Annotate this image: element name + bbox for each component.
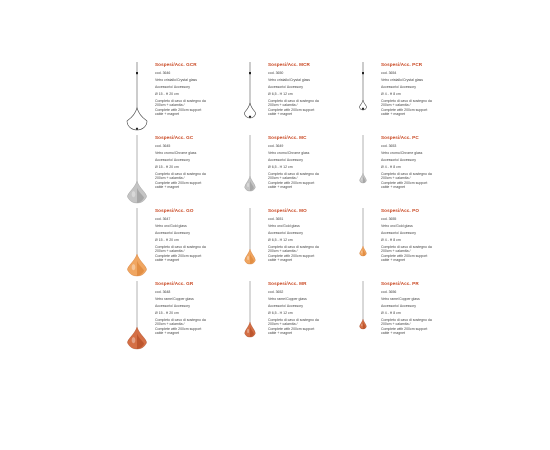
product-description-line: cable + magnet bbox=[268, 185, 293, 190]
product-accessory: Accessorio/ Accessory bbox=[381, 157, 417, 162]
product-card bbox=[350, 281, 512, 355]
product-info bbox=[381, 62, 511, 117]
product-description-line: 200cm + calamita / bbox=[268, 322, 298, 327]
pendant-lamp-icon bbox=[237, 281, 263, 355]
product-info bbox=[381, 281, 511, 336]
product-accessory: Accessorio/ Accessory bbox=[155, 303, 191, 308]
product-description-line: cable + magnet bbox=[268, 258, 293, 263]
product-size: Ø 15 - H 20 cm bbox=[155, 164, 179, 169]
product-description-line: cable + magnet bbox=[155, 331, 180, 336]
product-description-line: Completo di cavo di sostegno da bbox=[268, 317, 319, 322]
product-title: Sospesi/Acc. MO bbox=[268, 208, 307, 213]
product-glass: Vetro rame/Copper glass bbox=[268, 296, 307, 301]
product-accessory: Accessorio/ Accessory bbox=[268, 303, 304, 308]
product-description-line: cable + magnet bbox=[381, 185, 406, 190]
product-glass: Vetro cromo/Chrome glass bbox=[268, 150, 310, 155]
product-code: cod. 3654 bbox=[381, 70, 397, 75]
product-card bbox=[350, 208, 512, 282]
pendant-lamp-icon bbox=[237, 62, 263, 136]
product-description-line: cable + magnet bbox=[381, 258, 406, 263]
product-code: cod. 3655 bbox=[381, 216, 397, 221]
pendant-lamp-icon bbox=[124, 62, 150, 136]
product-description-line: Complete with 200cm support bbox=[155, 180, 202, 185]
product-description-line: Completo di cavo di sostegno da bbox=[155, 244, 206, 249]
product-code: cod. 3651 bbox=[268, 216, 284, 221]
product-description-line: Completo di cavo di sostegno da bbox=[155, 98, 206, 103]
product-description bbox=[381, 172, 511, 190]
product-size: Ø 4 - H 8 cm bbox=[381, 91, 401, 96]
product-description-line: 200cm + calamita / bbox=[268, 103, 298, 108]
product-glass: Vetro oro/Gold glass bbox=[155, 223, 187, 228]
pendant-lamp-icon bbox=[124, 281, 150, 355]
product-description-line: Completo di cavo di sostegno da bbox=[381, 244, 432, 249]
product-glass: Vetro cromo/Chrome glass bbox=[155, 150, 197, 155]
product-description-line: 200cm + calamita / bbox=[155, 249, 185, 254]
product-description-line: Completo di cavo di sostegno da bbox=[268, 244, 319, 249]
product-title: Sospesi/Acc. PCR bbox=[381, 62, 423, 67]
product-title: Sospesi/Acc. PC bbox=[381, 135, 419, 140]
product-description bbox=[381, 245, 511, 263]
product-accessory: Accessorio/ Accessory bbox=[155, 84, 191, 89]
product-title: Sospesi/Acc. PR bbox=[381, 281, 419, 286]
pendant-lamp-icon bbox=[237, 208, 263, 282]
product-description bbox=[381, 99, 511, 117]
product-title: Sospesi/Acc. PO bbox=[381, 208, 420, 213]
product-description-line: Complete with 200cm support bbox=[268, 180, 315, 185]
product-description-line: 200cm + calamita / bbox=[155, 103, 185, 108]
product-description-line: 200cm + calamita / bbox=[381, 176, 411, 181]
product-description-line: cable + magnet bbox=[381, 331, 406, 336]
product-description-line: cable + magnet bbox=[155, 258, 180, 263]
product-description-line: 200cm + calamita / bbox=[381, 249, 411, 254]
product-size: Ø 6,5 - H 12 cm bbox=[268, 237, 293, 242]
product-size: Ø 15 - H 20 cm bbox=[155, 310, 179, 315]
product-glass: Vetro oro/Gold glass bbox=[381, 223, 413, 228]
pendant-lamp-icon bbox=[237, 135, 263, 209]
product-code: cod. 3648 bbox=[155, 289, 171, 294]
product-description-line: 200cm + calamita / bbox=[155, 322, 185, 327]
product-description-line: 200cm + calamita / bbox=[155, 176, 185, 181]
product-description-line: 200cm + calamita / bbox=[381, 103, 411, 108]
product-description-line: Completo di cavo di sostegno da bbox=[381, 98, 432, 103]
product-glass: Vetro oro/Gold glass bbox=[268, 223, 300, 228]
product-description-line: Complete with 200cm support bbox=[268, 326, 315, 331]
pendant-lamp-icon bbox=[350, 62, 376, 136]
product-code: cod. 3653 bbox=[381, 143, 397, 148]
product-accessory: Accessorio/ Accessory bbox=[381, 303, 417, 308]
pendant-lamp-icon bbox=[124, 135, 150, 209]
product-code: cod. 3645 bbox=[155, 143, 171, 148]
product-size: Ø 6,5 - H 12 cm bbox=[268, 164, 293, 169]
product-accessory: Accessorio/ Accessory bbox=[268, 230, 304, 235]
product-title: Sospesi/Acc. GC bbox=[155, 135, 194, 140]
product-code: cod. 3649 bbox=[268, 143, 284, 148]
product-accessory: Accessorio/ Accessory bbox=[155, 230, 191, 235]
product-accessory: Accessorio/ Accessory bbox=[268, 157, 304, 162]
product-glass: Vetro cristallo/Crystal glass bbox=[268, 77, 311, 82]
product-accessory: Accessorio/ Accessory bbox=[381, 84, 417, 89]
product-description-line: cable + magnet bbox=[268, 112, 293, 117]
product-size: Ø 4 - H 8 cm bbox=[381, 164, 401, 169]
product-card bbox=[350, 62, 512, 136]
product-size: Ø 15 - H 20 cm bbox=[155, 91, 179, 96]
product-size: Ø 4 - H 8 cm bbox=[381, 237, 401, 242]
product-title: Sospesi/Acc. GR bbox=[155, 281, 194, 286]
product-description bbox=[381, 318, 511, 336]
product-description-line: Complete with 200cm support bbox=[155, 253, 202, 258]
product-description-line: Completo di cavo di sostegno da bbox=[155, 317, 206, 322]
product-card bbox=[350, 135, 512, 209]
product-title: Sospesi/Acc. GO bbox=[155, 208, 194, 213]
product-title: Sospesi/Acc. GCR bbox=[155, 62, 197, 67]
product-accessory: Accessorio/ Accessory bbox=[268, 84, 304, 89]
product-description-line: Complete with 200cm support bbox=[381, 107, 428, 112]
product-glass: Vetro rame/Copper glass bbox=[155, 296, 194, 301]
product-description-line: Completo di cavo di sostegno da bbox=[155, 171, 206, 176]
product-description-line: Complete with 200cm support bbox=[155, 107, 202, 112]
product-description-line: Complete with 200cm support bbox=[155, 326, 202, 331]
product-code: cod. 3646 bbox=[155, 70, 171, 75]
product-accessory: Accessorio/ Accessory bbox=[155, 157, 191, 162]
pendant-lamp-icon bbox=[350, 281, 376, 355]
product-glass: Vetro cromo/Chrome glass bbox=[381, 150, 423, 155]
product-description-line: Completo di cavo di sostegno da bbox=[381, 317, 432, 322]
product-accessory: Accessorio/ Accessory bbox=[381, 230, 417, 235]
product-glass: Vetro rame/Copper glass bbox=[381, 296, 420, 301]
product-size: Ø 6,5 - H 12 cm bbox=[268, 91, 293, 96]
product-description-line: Complete with 200cm support bbox=[268, 107, 315, 112]
product-size: Ø 15 - H 20 cm bbox=[155, 237, 179, 242]
product-description-line: 200cm + calamita / bbox=[268, 249, 298, 254]
product-description-line: cable + magnet bbox=[155, 185, 180, 190]
product-code: cod. 3647 bbox=[155, 216, 171, 221]
product-description-line: 200cm + calamita / bbox=[381, 322, 411, 327]
product-description-line: cable + magnet bbox=[381, 112, 406, 117]
product-code: cod. 3656 bbox=[381, 289, 397, 294]
product-code: cod. 3652 bbox=[268, 289, 284, 294]
product-size: Ø 6,5 - H 12 cm bbox=[268, 310, 293, 315]
pendant-lamp-icon bbox=[350, 208, 376, 282]
product-glass: Vetro cristallo/Crystal glass bbox=[155, 77, 198, 82]
product-title: Sospesi/Acc. MR bbox=[268, 281, 307, 286]
product-description-line: Complete with 200cm support bbox=[381, 253, 428, 258]
product-description-line: Completo di cavo di sostegno da bbox=[268, 171, 319, 176]
product-description-line: cable + magnet bbox=[155, 112, 180, 117]
pendant-lamp-icon bbox=[124, 208, 150, 282]
product-description-line: Completo di cavo di sostegno da bbox=[381, 171, 432, 176]
product-description-line: Complete with 200cm support bbox=[381, 180, 428, 185]
product-code: cod. 3650 bbox=[268, 70, 284, 75]
product-info bbox=[381, 208, 511, 263]
product-description-line: 200cm + calamita / bbox=[268, 176, 298, 181]
product-glass: Vetro cristallo/Crystal glass bbox=[381, 77, 424, 82]
product-description-line: Completo di cavo di sostegno da bbox=[268, 98, 319, 103]
pendant-lamp-icon bbox=[350, 135, 376, 209]
product-size: Ø 4 - H 8 cm bbox=[381, 310, 401, 315]
product-description-line: Complete with 200cm support bbox=[381, 326, 428, 331]
product-info bbox=[381, 135, 511, 190]
product-description-line: Complete with 200cm support bbox=[268, 253, 315, 258]
product-title: Sospesi/Acc. MCR bbox=[268, 62, 310, 67]
product-title: Sospesi/Acc. MC bbox=[268, 135, 307, 140]
product-description-line: cable + magnet bbox=[268, 331, 293, 336]
